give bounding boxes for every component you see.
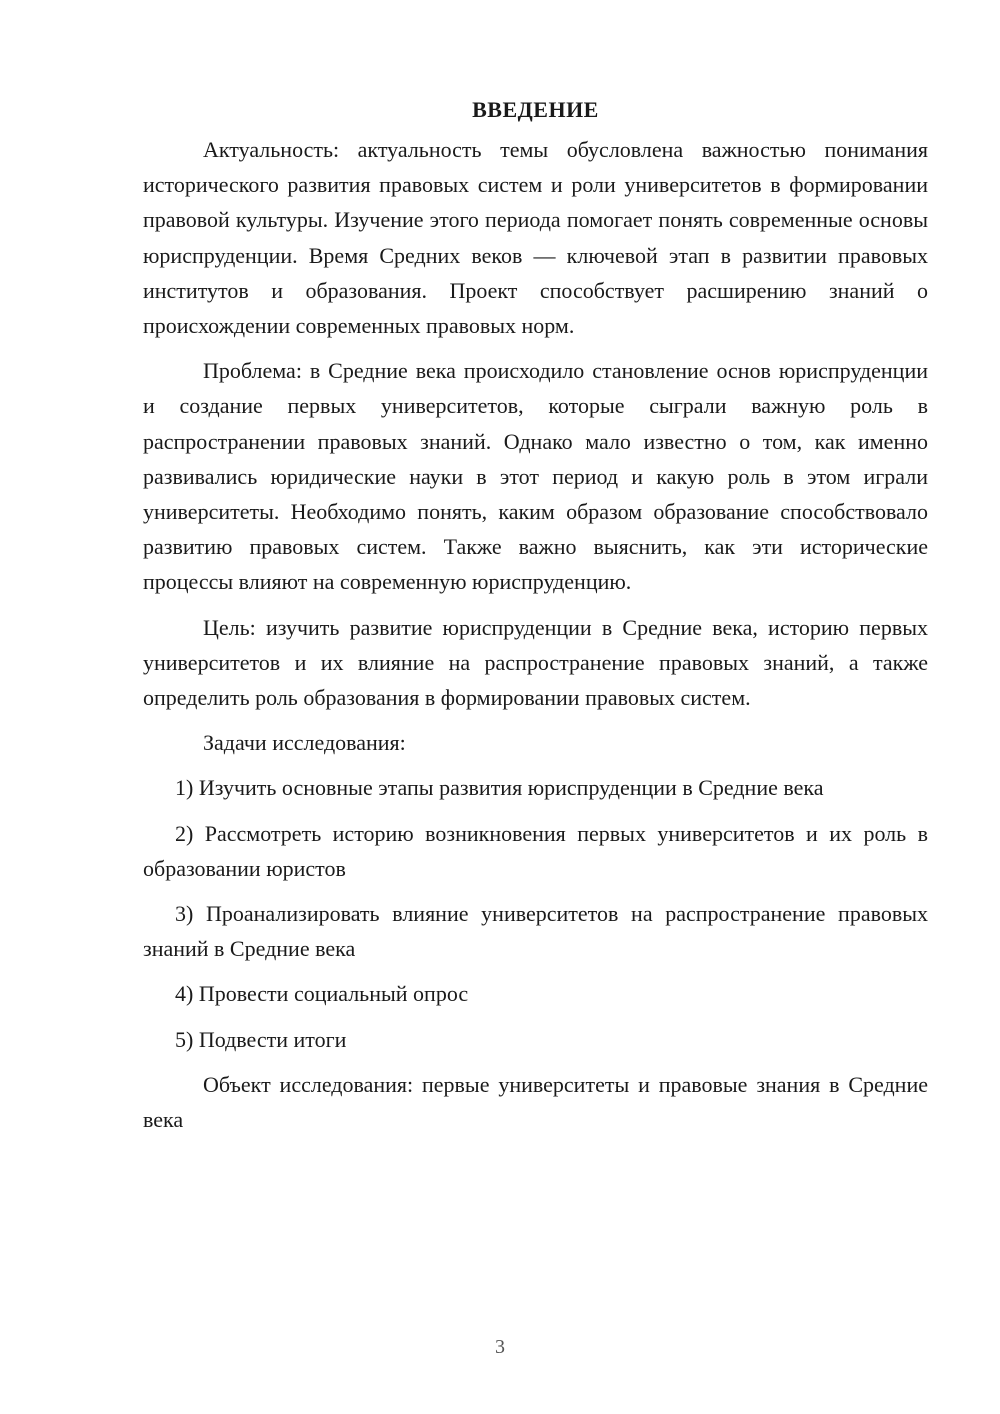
- paragraph-tasks-heading: Задачи исследования:: [203, 730, 406, 756]
- paragraph-relevance: Актуальность: актуальность темы обусловлена важностью понимания исторического развития правовых систем и роли университетов в формировании правовой культуры. Изучение этого периода помогает понять современные основы юриспруденции. Время Средних веков — ключевой этап в развитии правовых институтов и образования. Проект способствует расширению знаний о происхождении современных правовых норм.: [143, 137, 928, 339]
- paragraph-goal: Цель: изучить развитие юриспруденции в Средние века, историю первых университетов и их влияние на распространение правовых знаний, а также определить роль образования в формировании правовых систем.: [143, 614, 928, 711]
- paragraph-problem: Проблема: в Средние века происходило становление основ юриспруденции и создание первых университетов, которые сыграли важную роль в распространении правовых знаний. Однако мало известно о том, как именно развивались юридические науки в этот период и какую роль в этом играли университеты. Необходимо понять, каким образом образование способствовало развитию правовых систем. Также важно выяснить, как эти исторические процессы влияют на современную юриспруденцию.: [143, 358, 928, 595]
- task-item-5: 5) Подвести итоги: [175, 1026, 347, 1052]
- task-item-1: 1) Изучить основные этапы развития юриспруденции в Средние века: [175, 775, 824, 801]
- task-item-3: 3) Проанализировать влияние университетов на распространение правовых знаний в Средние века: [143, 901, 928, 962]
- task-item-4: 4) Провести социальный опрос: [175, 981, 469, 1007]
- page-content: [143, 92, 928, 1147]
- task-item-2: 2) Рассмотреть историю возникновения первых университетов и их роль в образовании юристов: [143, 820, 928, 881]
- section-title: ВВЕДЕНИЕ: [472, 97, 599, 122]
- page-number: 3: [495, 1336, 505, 1358]
- paragraph-object: Объект исследования: первые университеты и правовые знания в Средние века: [143, 1071, 928, 1133]
